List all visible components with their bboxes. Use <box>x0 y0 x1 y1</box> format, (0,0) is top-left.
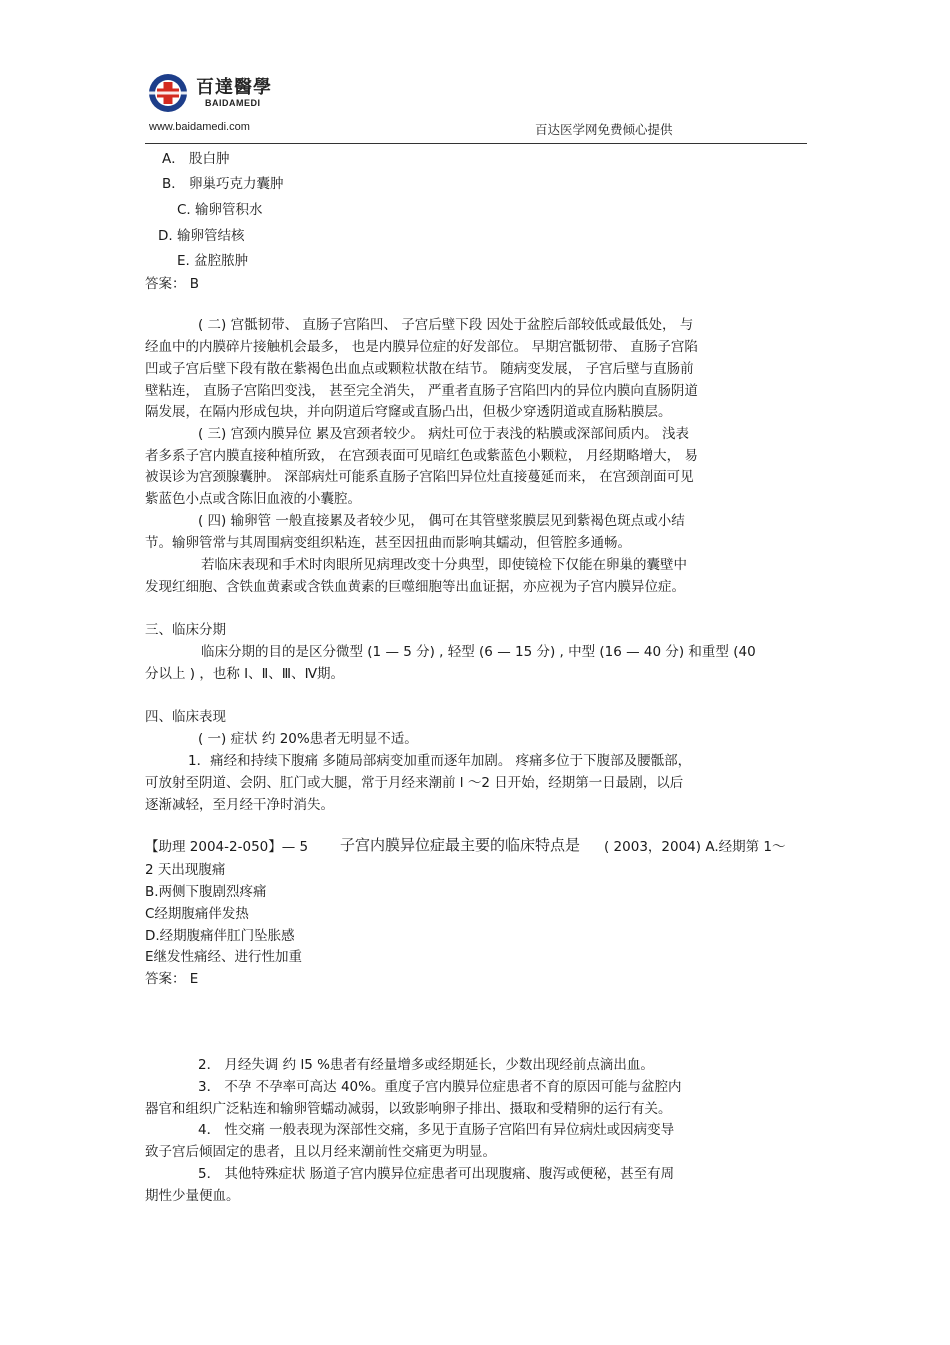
question-2-suffix: ( 2003，2004) A.经期第 1～ <box>604 839 786 855</box>
logo-chinese-name: 百達醫學 <box>196 77 272 98</box>
question-2-prefix: 【助理 2004-2-050】— 5 <box>145 839 309 855</box>
paragraph-line: 致子宫后倾固定的患者，且以月经来潮前性交痛更为明显。 <box>145 1144 496 1160</box>
paragraph-line: ( 三) 宫颈内膜异位 累及宫颈者较少。 病灶可位于表浅的粘膜或深部间质内。 浅表 <box>198 426 689 442</box>
question-2-text: 子宫内膜异位症最主要的临床特点是 <box>340 836 581 854</box>
paragraph-line: 临床分期的目的是区分微型 (1 — 5 分) , 轻型 (6 — 15 分) , 中型 (16 — 40 分) 和重型 (40 <box>201 644 756 660</box>
option-b: B． 卵巢巧克力囊肿 <box>162 176 284 192</box>
paragraph-line: 5． 其他特殊症状 肠道子宫内膜异位症患者可出现腹痛、腹泻或便秘，甚至有周 <box>198 1166 675 1182</box>
paragraph-line: 经血中的内膜碎片接触机会最多， 也是内膜异位症的好发部位。 早期宫骶韧带、 直肠子宫陷 <box>145 339 698 355</box>
question-2-continuation: 2 天出现腹痛 <box>145 862 226 878</box>
paragraph-line: 者多系子宫内膜直接种植所致， 在宫颈表面可见暗红色或紫蓝色小颗粒， 月经期略增大， 易 <box>145 448 698 464</box>
option-d: D. 输卵管结核 <box>158 228 245 244</box>
answer-1: 答案： B <box>145 276 200 292</box>
paragraph-line: 凹或子宫后壁下段有散在紫褐色出血点或颗粒状散在结节。 随病变发展， 子宫后壁与直肠前 <box>145 361 694 377</box>
paragraph-line: ( 二) 宫骶韧带、 直肠子宫陷凹、 子宫后壁下段 因处于盆腔后部较低或最低处， 与 <box>198 317 694 333</box>
paragraph-line: 4． 性交痛 一般表现为深部性交痛，多见于直肠子宫陷凹有异位病灶或因病变导 <box>198 1122 675 1138</box>
header-tagline: 百达医学网免费倾心提供 <box>535 122 673 137</box>
section-heading-staging: 三、临床分期 <box>145 622 226 638</box>
paragraph-line: 节。输卵管常与其周围病变组织粘连，甚至因扭曲而影响其蠕动，但管腔多通畅。 <box>145 535 631 551</box>
option-a: A． 股白肿 <box>162 151 230 167</box>
question-2-option-e: E继发性痛经、进行性加重 <box>145 949 303 965</box>
paragraph-line: 器官和组织广泛粘连和输卵管蠕动减弱，以致影响卵子排出、摄取和受精卵的运行有关。 <box>145 1101 672 1117</box>
logo-english-name: BAIDAMEDI <box>205 98 261 108</box>
site-url[interactable]: www.baidamedi.com <box>149 121 250 133</box>
paragraph-line: 期性少量便血。 <box>145 1188 240 1204</box>
paragraph-line: 隔发展，在隔内形成包块，并向阴道后穹窿或直肠凸出，但极少穿透阴道或直肠粘膜层。 <box>145 404 672 420</box>
paragraph-line: 可放射至阴道、会阴、肛门或大腿，常于月经来潮前 l ～2 日开始，经期第一日最剧，以后 <box>145 775 684 791</box>
paragraph-line: ( 四) 输卵管 一般直接累及者较少见， 偶可在其管壁浆膜层见到紫褐色斑点或小结 <box>198 513 685 529</box>
paragraph-line: ( 一) 症状 约 20%患者无明显不适。 <box>198 731 418 747</box>
paragraph-line: 逐渐减轻，至月经干净时消失。 <box>145 797 334 813</box>
paragraph-line: 1．痛经和持续下腹痛 多随局部病变加重而逐年加剧。 疼痛多位于下腹部及腰骶部， <box>188 753 692 769</box>
question-2-option-d: D.经期腹痛伴肛门坠胀感 <box>145 928 295 944</box>
paragraph-line: 紫蓝色小点或含陈旧血液的小囊腔。 <box>145 491 361 507</box>
option-c: C. 输卵管积水 <box>177 202 263 218</box>
paragraph-line: 被误诊为宫颈腺囊肿。 深部病灶可能系直肠子宫陷凹异位灶直接蔓延而来， 在宫颈剖面可见 <box>145 469 694 485</box>
paragraph-line: 3． 不孕 不孕率可高达 40%。重度子宫内膜异位症患者不育的原因可能与盆腔内 <box>198 1079 682 1095</box>
paragraph-line: 分以上 ) ，也称 Ⅰ、Ⅱ、Ⅲ、Ⅳ期。 <box>145 666 345 682</box>
paragraph-line: 2． 月经失调 约 l5 %患者有经量增多或经期延长，少数出现经前点滴出血。 <box>198 1057 654 1073</box>
answer-2: 答案： E <box>145 971 199 987</box>
header-divider <box>145 143 807 144</box>
question-2-option-c: C经期腹痛伴发热 <box>145 906 249 922</box>
paragraph-line: 壁粘连， 直肠子宫陷凹变浅， 甚至完全消失， 严重者直肠子宫陷凹内的异位内膜向直肠阴道 <box>145 383 698 399</box>
baidamedi-logo-icon <box>147 72 189 114</box>
paragraph-line: 发现红细胞、含铁血黄素或含铁血黄素的巨噬细胞等出血证据，亦应视为子宫内膜异位症。 <box>145 579 685 595</box>
question-2-option-b: B.两侧下腹剧烈疼痛 <box>145 884 267 900</box>
section-heading-clinical: 四、临床表现 <box>145 709 226 725</box>
paragraph-line: 若临床表现和手术时肉眼所见病理改变十分典型，即使镜检下仅能在卵巢的囊壁中 <box>201 557 687 573</box>
option-e: E. 盆腔脓肿 <box>177 253 249 269</box>
